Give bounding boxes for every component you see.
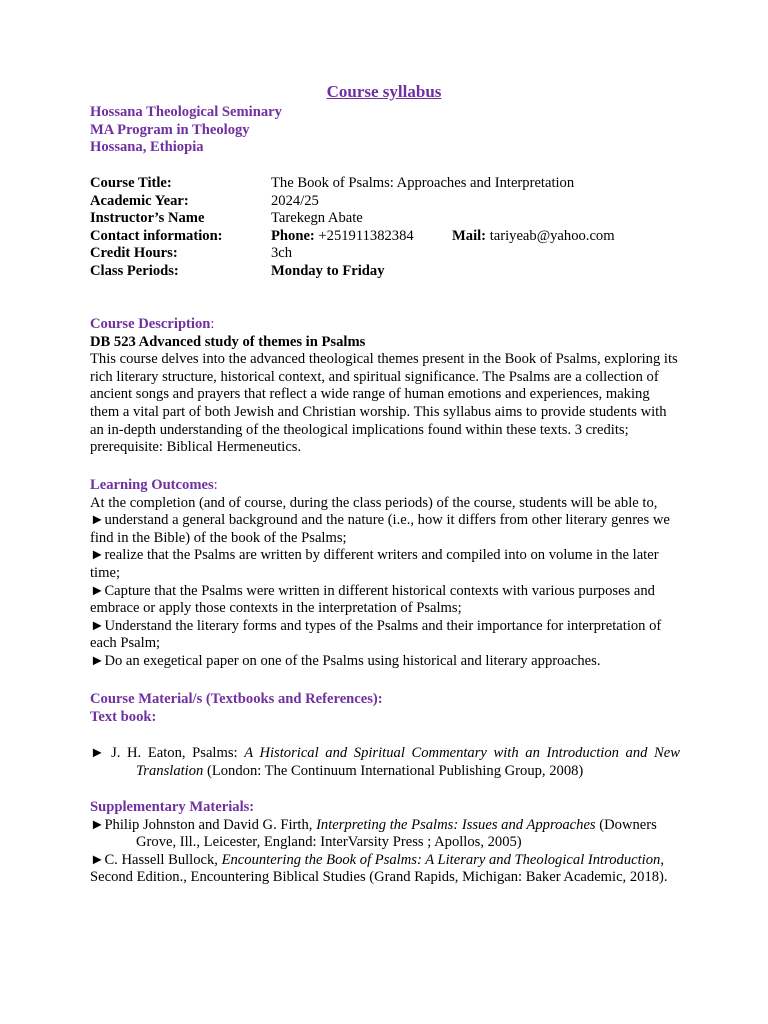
class-periods-label: Class Periods: <box>90 262 179 279</box>
mail-field <box>452 228 615 246</box>
course-materials-heading: Course Material/s (Textbooks and References): <box>90 691 383 707</box>
learning-outcomes-section <box>90 477 680 671</box>
course-description-colon: : <box>210 316 215 332</box>
outcome-item: ►Capture that the Psalms were written in different historical contexts with various purposes and embrace or apply those contexts in the interpretation of Psalms; <box>90 582 655 617</box>
academic-year-row <box>90 193 690 211</box>
mail-label: Mail: <box>452 227 487 244</box>
instructor-label: Instructor’s Name <box>90 210 205 227</box>
learning-outcomes-intro: At the completion (and of course, during the class periods) of the course, students will be able to, <box>90 494 658 511</box>
supplementary-title: Interpreting the Psalms: Issues and Approaches <box>316 816 596 833</box>
phone-value: +251911382384 <box>314 227 414 244</box>
academic-year-value: 2024/25 <box>271 192 319 209</box>
mail-value: tariyeab@yahoo.com <box>486 227 615 244</box>
learning-outcomes-heading: Learning Outcomes <box>90 477 214 493</box>
credit-hours-label: Credit Hours: <box>90 245 178 262</box>
course-code-line: DB 523 Advanced study of themes in Psalms <box>90 333 366 350</box>
contact-row <box>90 228 690 246</box>
academic-year-label: Academic Year: <box>90 192 189 209</box>
credit-hours-row <box>90 245 690 263</box>
instructor-value: Tarekegn Abate <box>271 210 363 227</box>
course-description-text: This course delves into the advanced theological themes present in the Book of Psalms, exploring its rich literary structure, historical context, and spiritual significance. The Psalms are a collection of ancient songs and prayers that reflect a wide range of human emotions and experiences, making them a vital part of both Jewish and Christian worship. This syllabus aims to provide students with an in-depth understanding of the theological implications found within these texts. 3 credits; prerequisite: Biblical Hermeneutics. <box>90 351 678 456</box>
institution-location: Hossana, Ethiopia <box>90 139 204 156</box>
credit-hours-value: 3ch <box>271 245 293 262</box>
textbook-prefix: ► J. H. Eaton, Psalms: <box>90 745 245 761</box>
supplementary-publication: , Second Edition., Encountering Biblical Studies (Grand Rapids, Michigan: Baker Academic, 2018). <box>90 851 668 886</box>
outcome-item: ►Do an exegetical paper on one of the Psalms using historical and literary approaches. <box>90 652 601 669</box>
course-title-row <box>90 175 690 193</box>
course-materials-section <box>90 691 680 726</box>
textbook-entry <box>90 745 680 780</box>
supplementary-prefix: ►Philip Johnston and David G. Firth, <box>90 816 317 833</box>
course-title-label: Course Title: <box>90 175 172 191</box>
textbook-title: A Historical and Spiritual Commentary with an Introduction and New Translation <box>136 745 680 779</box>
class-periods-row <box>90 263 690 281</box>
textbook-publication: (London: The Continuum International Publishing Group, 2008) <box>203 762 584 779</box>
supplementary-prefix: ►C. Hassell Bullock, <box>90 851 222 868</box>
phone-label: Phone: <box>271 227 315 244</box>
instructor-row <box>90 210 690 228</box>
supplementary-item <box>90 852 680 887</box>
page-title: Course syllabus <box>326 82 442 101</box>
supplementary-item <box>90 817 680 852</box>
supplementary-materials-section <box>90 799 680 887</box>
outcome-item: ►realize that the Psalms are written by different writers and compiled into on volume in the later time; <box>90 547 659 581</box>
learning-outcomes-colon: : <box>213 477 218 493</box>
course-description-heading: Course Description <box>90 316 211 332</box>
phone-field <box>271 228 414 246</box>
outcome-item: ►understand a general background and the nature (i.e., how it differs from other literary genres we find in the Bible) of the book of the Psalms; <box>90 512 670 546</box>
institution-name: Hossana Theological Seminary <box>90 104 282 120</box>
program-name: MA Program in Theology <box>90 121 250 138</box>
supplementary-heading: Supplementary Materials: <box>90 799 255 815</box>
textbook-heading: Text book: <box>90 708 157 725</box>
institution-block <box>90 104 282 157</box>
course-info-table <box>90 175 690 281</box>
contact-label: Contact information: <box>90 227 223 244</box>
supplementary-publication: (Downers Grove, Ill., Leicester, England: InterVarsity Press ; Apollos, 2005) <box>136 816 657 851</box>
class-periods-value: Monday to Friday <box>271 262 385 279</box>
outcome-item: ►Understand the literary forms and types of the Psalms and their importance for interpretation of each Psalm; <box>90 617 662 652</box>
course-description-section <box>90 316 680 457</box>
supplementary-title: Encountering the Book of Psalms: A Literary and Theological Introduction <box>221 851 661 868</box>
course-title-value: The Book of Psalms: Approaches and Interpretation <box>271 175 575 191</box>
textbook-citation <box>90 745 680 780</box>
